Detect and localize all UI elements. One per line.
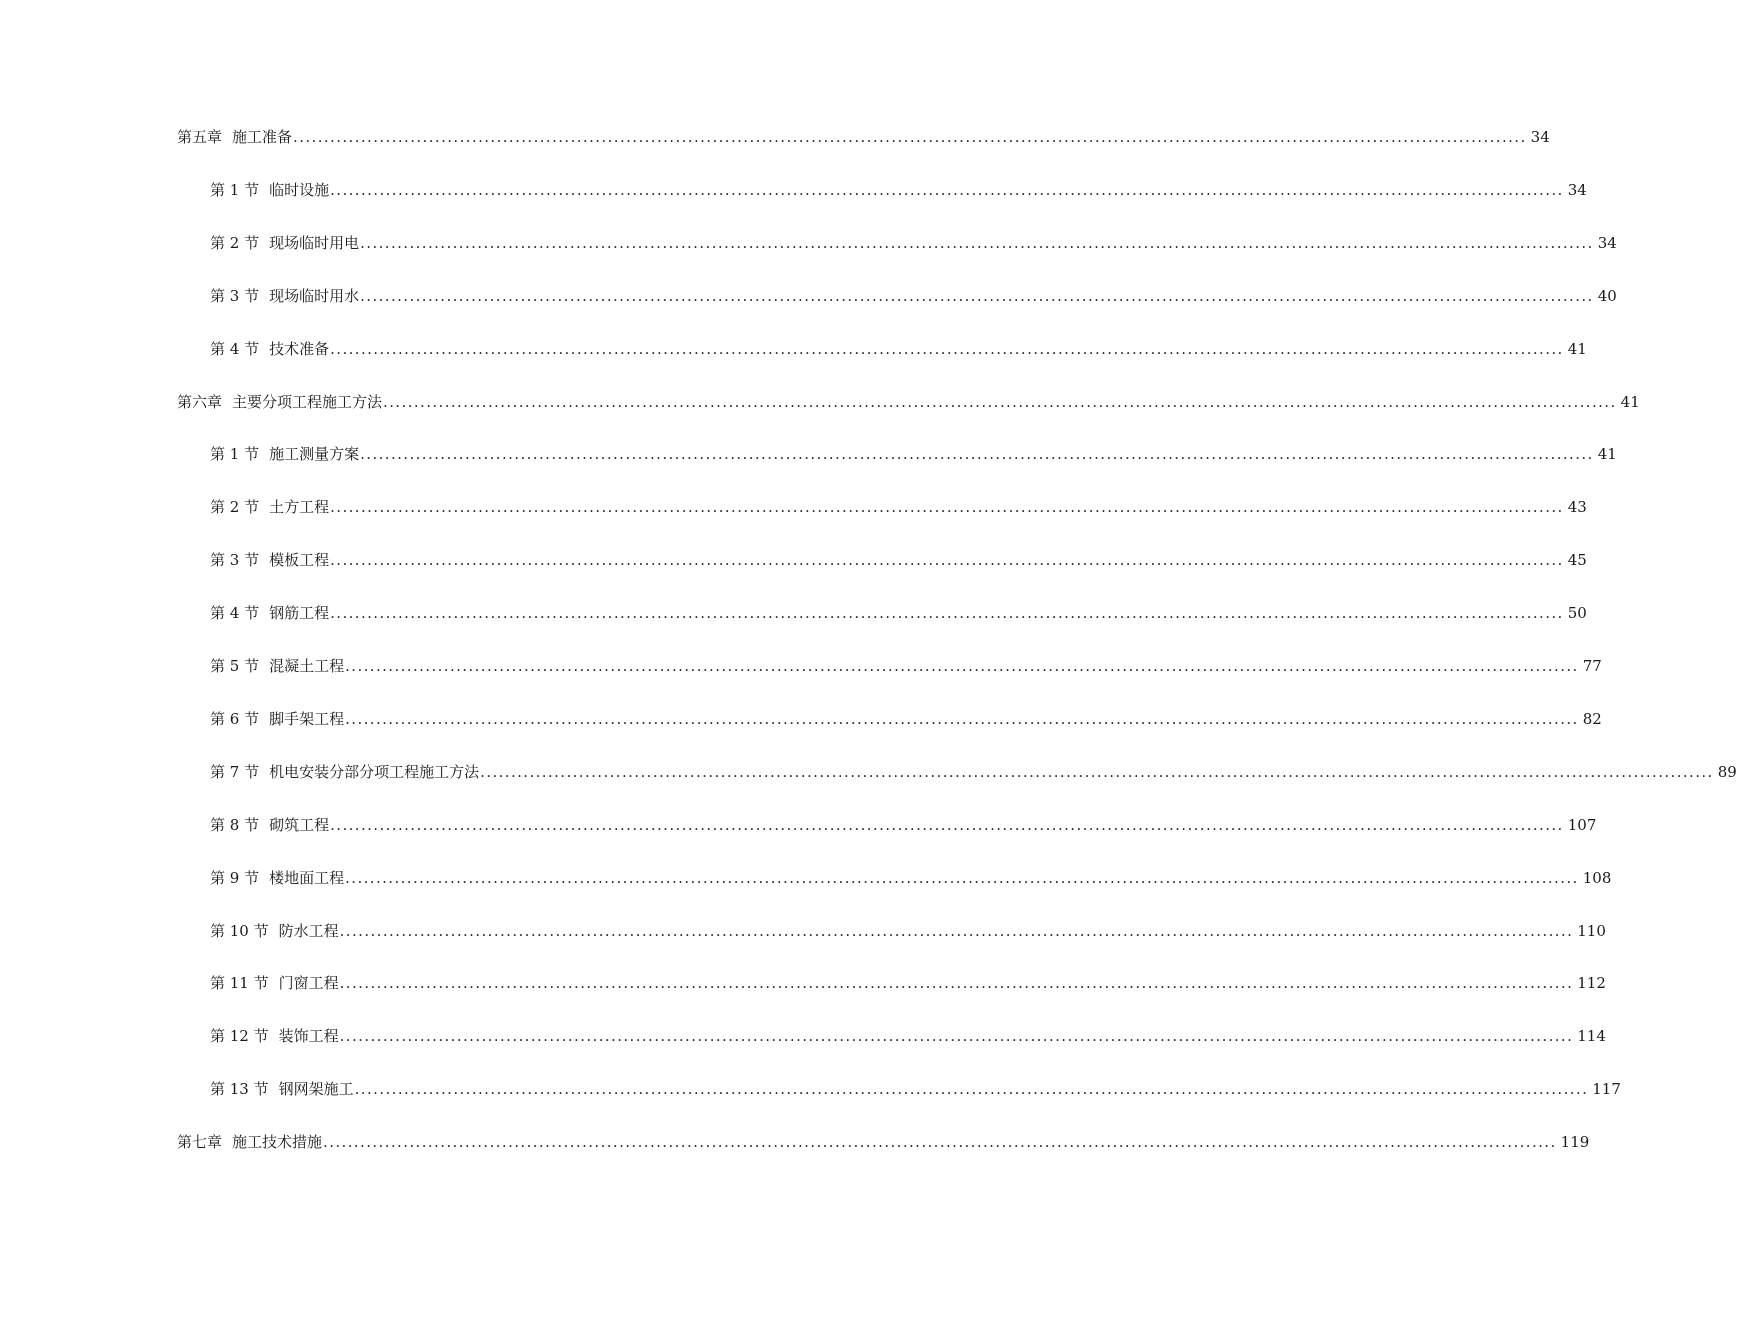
toc-page-number: 110 [1577, 922, 1606, 940]
toc-dot-leader: ........................................................................................................................................................................................................ [339, 922, 1574, 940]
toc-page-number: 114 [1577, 1027, 1606, 1045]
toc-entry-number: 第 13 节 [210, 1080, 269, 1098]
toc-entry-title: 技术准备 [269, 340, 330, 358]
toc-dot-leader: ........................................................................................................................................................................................................ [345, 657, 1579, 675]
toc-entry-number: 第七章 [177, 1133, 223, 1151]
toc-page-number: 45 [1567, 551, 1587, 569]
toc-page-number: 119 [1560, 1133, 1590, 1151]
toc-dot-leader: ........................................................................................................................................................................................................ [360, 234, 1594, 252]
toc-entry-title: 机电安装分部分项工程施工方法 [269, 763, 480, 781]
toc-entry-title: 楼地面工程 [269, 869, 345, 887]
toc-entry-number: 第 1 节 [210, 445, 260, 463]
toc-entry-title: 混凝土工程 [269, 657, 345, 675]
toc-entry-number: 第 7 节 [210, 763, 260, 781]
toc-entry-number: 第 12 节 [210, 1027, 269, 1045]
toc-dot-leader: ........................................................................................................................................................................................................ [330, 498, 1564, 516]
toc-chapter-entry[interactable] [177, 127, 1550, 147]
toc-entry-number: 第 3 节 [210, 287, 260, 305]
toc-page-number: 108 [1582, 869, 1612, 887]
toc-entry-title: 临时设施 [269, 181, 330, 199]
toc-section-entry[interactable] [210, 180, 1587, 200]
toc-section-entry[interactable] [210, 603, 1587, 623]
toc-section-entry[interactable] [210, 1079, 1621, 1099]
toc-page-number: 34 [1597, 234, 1617, 252]
toc-section-entry[interactable] [210, 762, 1737, 782]
toc-page-number: 41 [1620, 393, 1640, 411]
toc-dot-leader: ........................................................................................................................................................................................................ [330, 604, 1564, 622]
toc-page-number: 41 [1567, 340, 1587, 358]
toc-dot-leader: ........................................................................................................................................................................................................ [354, 1080, 1589, 1098]
toc-section-entry[interactable] [210, 709, 1602, 729]
toc-section-entry[interactable] [210, 1026, 1606, 1046]
toc-page-number: 34 [1530, 128, 1550, 146]
toc-page-number: 89 [1717, 763, 1737, 781]
toc-entry-title: 门窗工程 [278, 974, 339, 992]
toc-dot-leader: ........................................................................................................................................................................................................ [339, 1027, 1574, 1045]
toc-section-entry[interactable] [210, 550, 1587, 570]
toc-entry-number: 第 9 节 [210, 869, 260, 887]
toc-entry-number: 第 8 节 [210, 816, 260, 834]
toc-entry-title: 现场临时用水 [269, 287, 360, 305]
toc-page-number: 117 [1592, 1080, 1621, 1098]
toc-entry-title: 防水工程 [278, 922, 339, 940]
toc-chapter-entry[interactable] [177, 1132, 1590, 1152]
toc-entry-title: 脚手架工程 [269, 710, 345, 728]
toc-entry-title: 钢筋工程 [269, 604, 330, 622]
toc-page-number: 41 [1597, 445, 1617, 463]
toc-entry-number: 第 4 节 [210, 340, 260, 358]
toc-entry-number: 第 11 节 [210, 974, 269, 992]
toc-section-entry[interactable] [210, 497, 1587, 517]
toc-dot-leader: ........................................................................................................................................................................................................ [360, 287, 1594, 305]
toc-entry-number: 第 1 节 [210, 181, 260, 199]
toc-entry-title: 装饰工程 [278, 1027, 339, 1045]
toc-dot-leader: ........................................................................................................................................................................................................ [339, 974, 1574, 992]
toc-dot-leader: ........................................................................................................................................................................................................ [360, 445, 1594, 463]
toc-page-number: 34 [1567, 181, 1587, 199]
toc-page-number: 82 [1582, 710, 1602, 728]
toc-entry-title: 钢网架施工 [278, 1080, 354, 1098]
toc-dot-leader: ........................................................................................................................................................................................................ [345, 869, 1579, 887]
toc-dot-leader: ........................................................................................................................................................................................................ [383, 393, 1617, 411]
toc-section-entry[interactable] [210, 973, 1606, 993]
toc-entry-number: 第 3 节 [210, 551, 260, 569]
toc-entry-title: 砌筑工程 [269, 816, 330, 834]
toc-entry-number: 第 4 节 [210, 604, 260, 622]
toc-dot-leader: ........................................................................................................................................................................................................ [330, 816, 1564, 834]
toc-section-entry[interactable] [210, 339, 1587, 359]
toc-entry-title: 施工准备 [232, 128, 293, 146]
toc-section-entry[interactable] [210, 656, 1602, 676]
toc-entry-title: 现场临时用电 [269, 234, 360, 252]
toc-section-entry[interactable] [210, 286, 1617, 306]
toc-entry-title: 土方工程 [269, 498, 330, 516]
toc-page-number: 50 [1567, 604, 1587, 622]
toc-page-number: 112 [1577, 974, 1606, 992]
toc-page-number: 40 [1597, 287, 1617, 305]
toc-entry-number: 第 6 节 [210, 710, 260, 728]
toc-entry-title: 施工技术措施 [232, 1133, 323, 1151]
toc-section-entry[interactable] [210, 233, 1617, 253]
toc-dot-leader: ........................................................................................................................................................................................................ [330, 551, 1564, 569]
toc-entry-title: 施工测量方案 [269, 445, 360, 463]
toc-entry-number: 第 2 节 [210, 498, 260, 516]
toc-section-entry[interactable] [210, 444, 1617, 464]
toc-dot-leader: ........................................................................................................................................................................................................ [480, 763, 1714, 781]
toc-page-number: 43 [1567, 498, 1587, 516]
toc-entry-title: 主要分项工程施工方法 [232, 393, 383, 411]
toc-page-number: 107 [1567, 816, 1597, 834]
toc-entry-number: 第六章 [177, 393, 223, 411]
toc-entry-title: 模板工程 [269, 551, 330, 569]
toc-dot-leader: ........................................................................................................................................................................................................ [345, 710, 1579, 728]
toc-entry-number: 第 2 节 [210, 234, 260, 252]
toc-entry-number: 第 5 节 [210, 657, 260, 675]
toc-dot-leader: ........................................................................................................................................................................................................ [293, 128, 1527, 146]
toc-entry-number: 第 10 节 [210, 922, 269, 940]
toc-chapter-entry[interactable] [177, 392, 1640, 412]
toc-dot-leader: ........................................................................................................................................................................................................ [323, 1133, 1557, 1151]
toc-dot-leader: ........................................................................................................................................................................................................ [330, 181, 1564, 199]
toc-dot-leader: ........................................................................................................................................................................................................ [330, 340, 1564, 358]
toc-entry-number: 第五章 [177, 128, 223, 146]
toc-section-entry[interactable] [210, 868, 1612, 888]
toc-section-entry[interactable] [210, 815, 1597, 835]
toc-section-entry[interactable] [210, 921, 1606, 941]
toc-page-number: 77 [1582, 657, 1602, 675]
